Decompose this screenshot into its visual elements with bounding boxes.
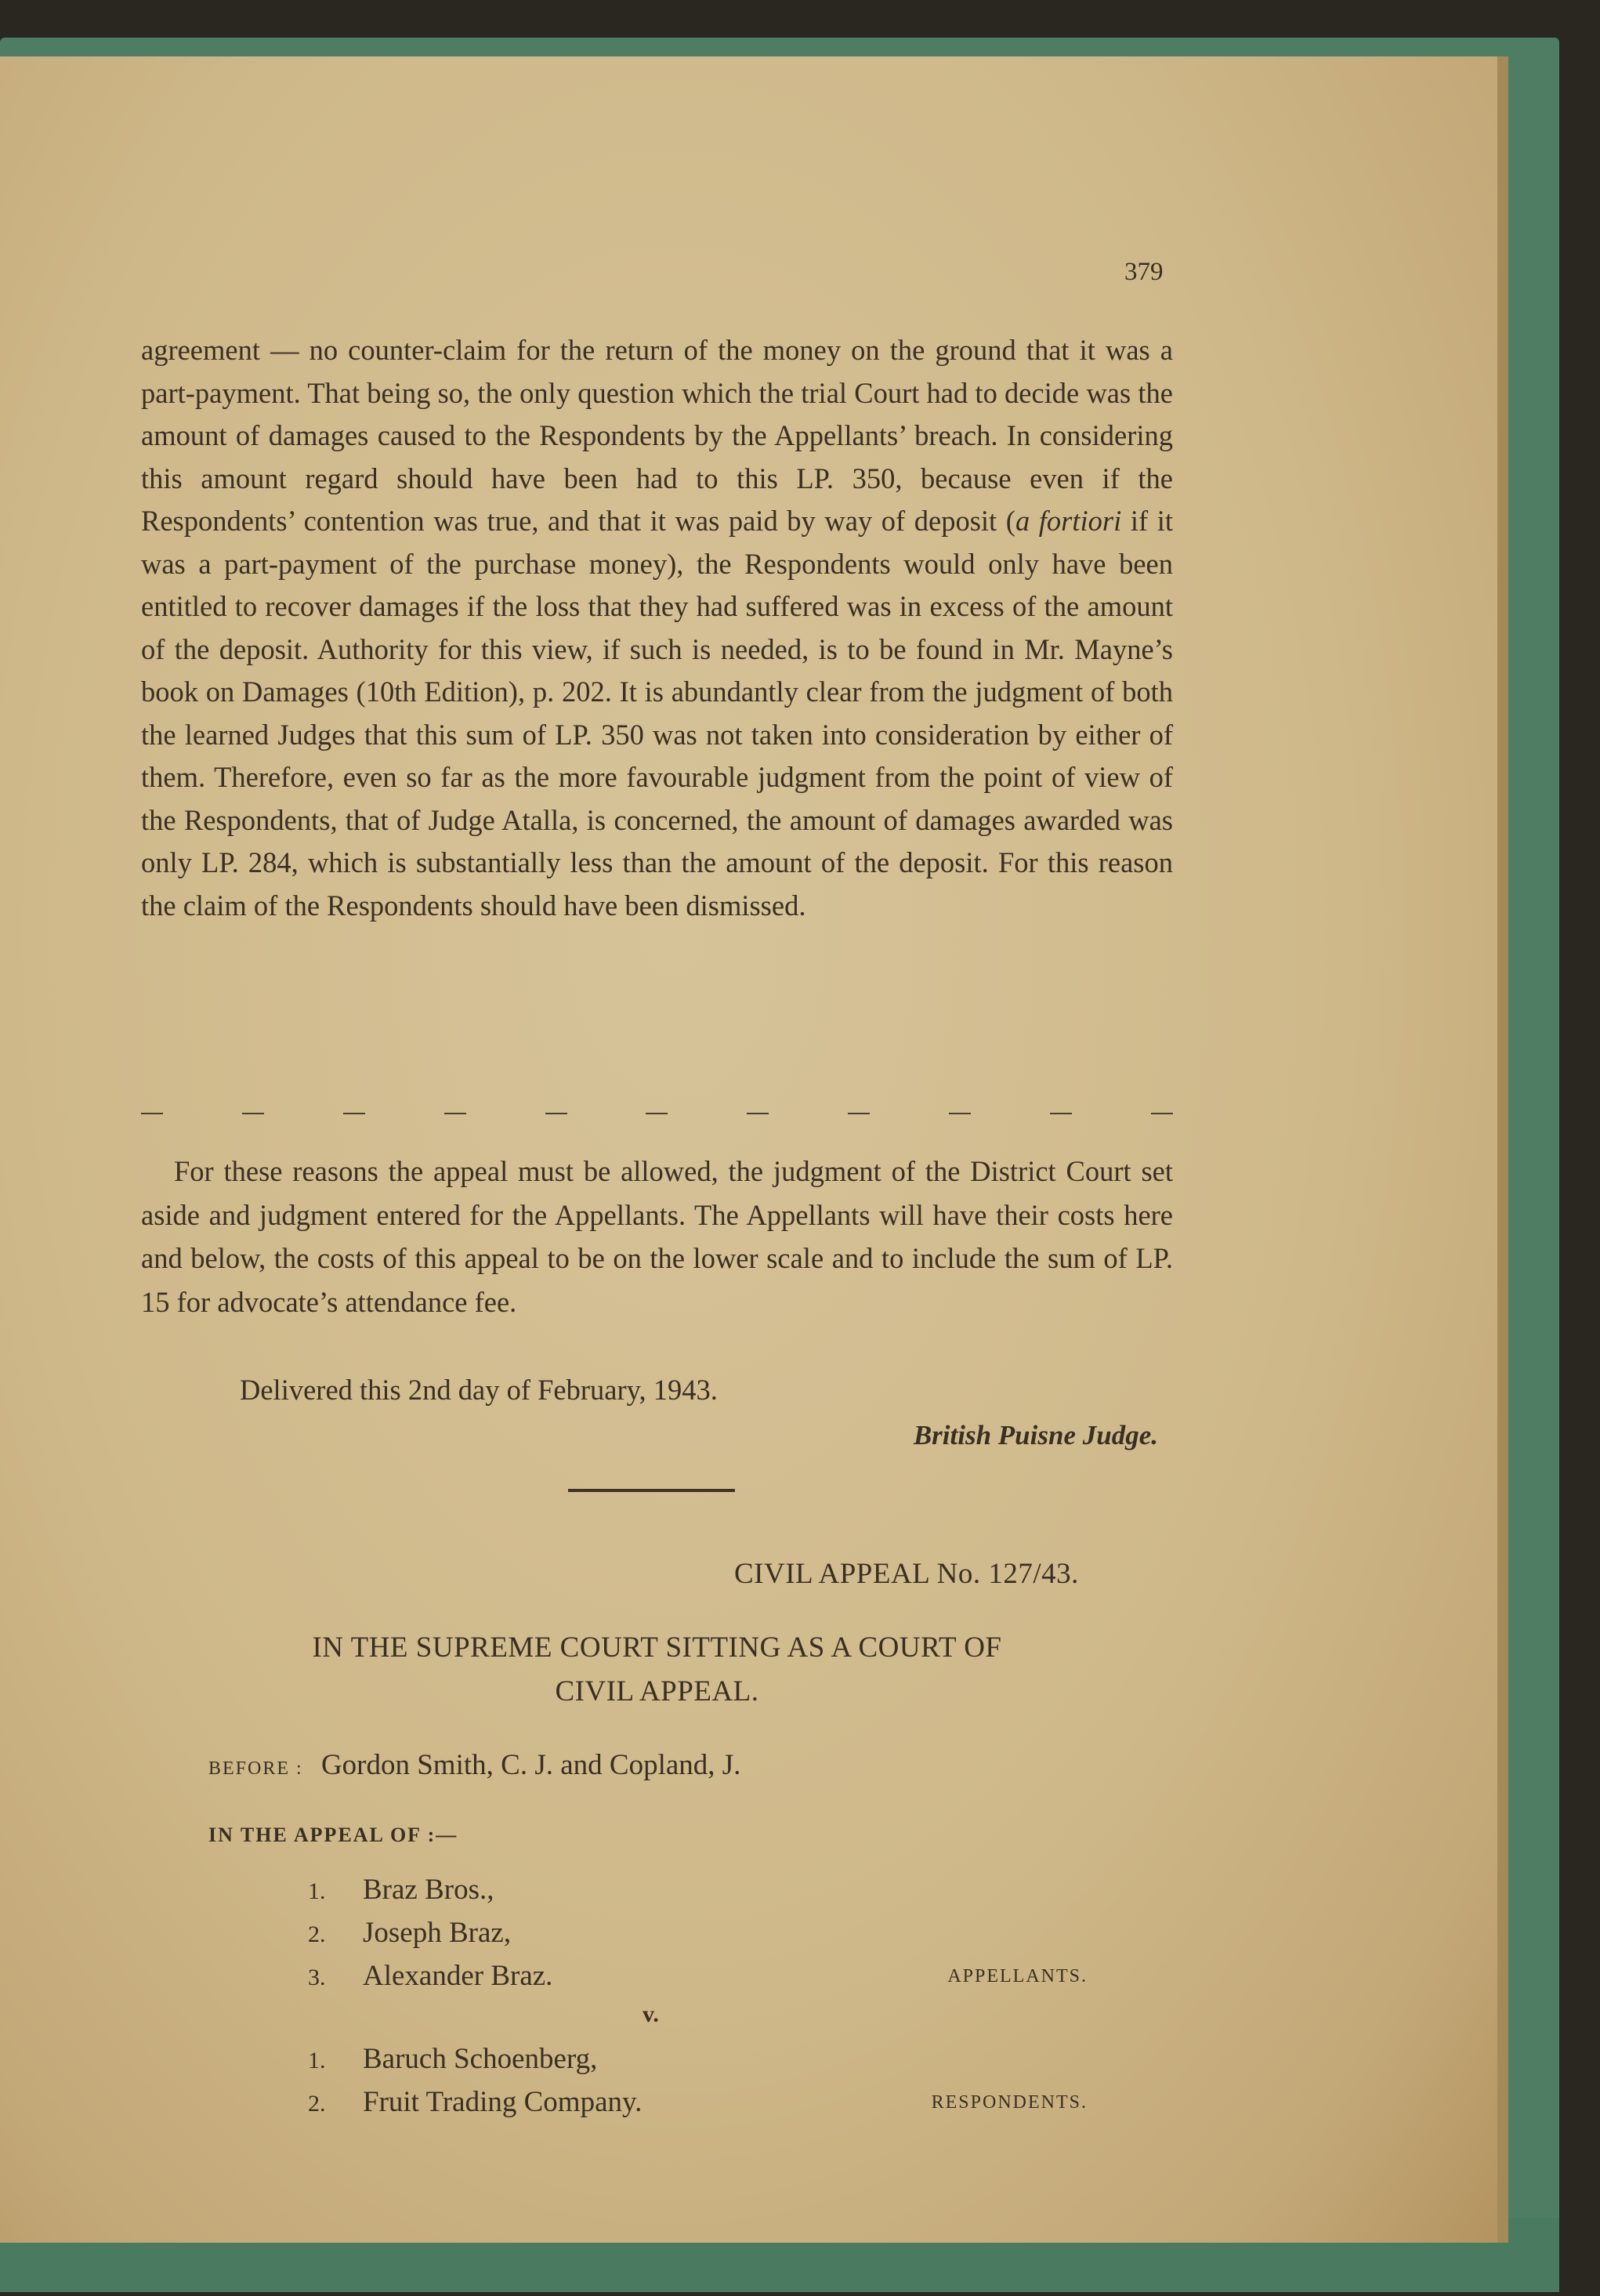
before-judges: Gordon Smith, C. J. and Copland, J. — [320, 1749, 741, 1781]
party-number: 3. — [308, 1965, 326, 1990]
page-number: 379 — [1124, 258, 1164, 286]
judge-signature: British Puisne Judge. — [913, 1420, 1158, 1450]
body-text-part-2: if it was a part-payment of the purchase money), the Respondents would only have been entitled to recover damages if the loss that they had suffered was in excess of the amount of the deposit. Authority for this view, if such is needed, is to be found in Mr. Mayne’s book on Damages (10th Edition), p. 202. It is abundantly clear from the judgment of both the learned Judges that this sum of LP. 350 was not taken into consideration by either of them. Therefore, even so far as the more favourable judgment from the point of view of the Respondents, that of Judge Atalla, is concerned, the amount of damages awarded was only LP. 284, which is substantially less than the amount of the deposit. For this reason the claim of the Respondents should have been dismissed. — [141, 505, 1173, 922]
conclusion-paragraph: For these reasons the appeal must be allowed, the judgment of the District Court set aside and judgment entered for the Appellants. The Appellants will have their costs here and below, the costs of this appeal to be on the lower scale and to include the sum of LP. 15 for advocate’s attendance fee. — [141, 1155, 1173, 1318]
versus: v. — [643, 2001, 659, 2027]
appellant-row — [308, 1916, 511, 1950]
party-name: Braz Bros., — [363, 1874, 494, 1906]
court-title — [141, 1626, 1173, 1714]
court-title-line-1: IN THE SUPREME COURT SITTING AS A COURT OF — [312, 1631, 1002, 1664]
party-name: Joseph Braz, — [363, 1917, 512, 1949]
respondents-label: RESPONDENTS. — [931, 2092, 1088, 2113]
appeal-of-label: IN THE APPEAL OF :— — [208, 1823, 458, 1846]
before-label: BEFORE : — [208, 1758, 303, 1779]
section-rule — [568, 1489, 735, 1492]
before-row — [208, 1748, 740, 1782]
court-title-line-2: CIVIL APPEAL. — [555, 1675, 759, 1708]
party-name: Fruit Trading Company. — [363, 2086, 643, 2118]
party-number: 2. — [308, 1921, 326, 1947]
body-text-italic: a fortiori — [1015, 505, 1122, 537]
appellant-row — [308, 1873, 494, 1907]
dashed-separator — [141, 1113, 1173, 1114]
party-number: 1. — [308, 1878, 326, 1904]
appellants-label: APPELLANTS. — [947, 1966, 1088, 1986]
respondent-row — [308, 2042, 597, 2076]
party-number: 2. — [308, 2091, 326, 2117]
case-number: CIVIL APPEAL No. 127/43. — [734, 1558, 1079, 1590]
appellant-row — [308, 1959, 552, 1993]
delivery-date: Delivered this 2nd day of February, 1943. — [240, 1374, 718, 1406]
party-name: Baruch Schoenberg, — [363, 2043, 598, 2075]
book-page — [0, 56, 1508, 2243]
party-name: Alexander Braz. — [363, 1960, 553, 1992]
respondent-row — [308, 2085, 642, 2119]
body-text-part-1: agreement — no counter-claim for the return of the money on the ground that it was a part-payment. That being so, the only question which the trial Court had to decide was the amount of damages caused to the Respondents by the Appellants’ breach. In considering this amount regard should have been had to this LP. 350, because even if the Respondents’ contention was true, and that it was paid by way of deposit ( — [141, 334, 1173, 537]
party-number: 1. — [308, 2048, 326, 2073]
body-paragraph — [141, 329, 1173, 927]
